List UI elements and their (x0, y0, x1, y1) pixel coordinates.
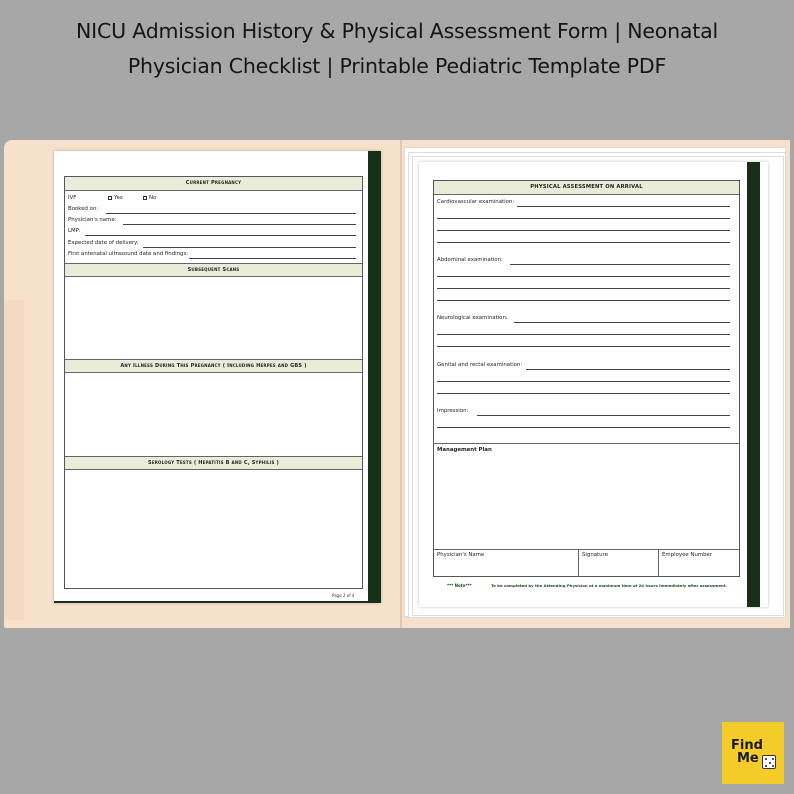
impression-field[interactable] (477, 415, 730, 416)
expected-delivery-label: Expected date of delivery: (68, 240, 139, 246)
left-paper (54, 151, 381, 603)
left-paper-green-bar (368, 151, 381, 603)
illness-box[interactable] (65, 373, 362, 455)
impression-label: Impression: (437, 408, 469, 414)
booked-on-label: Booked on: (68, 206, 99, 212)
ivf-label: IVF (68, 195, 77, 201)
yes-label: Yes (114, 195, 123, 201)
yes-checkbox[interactable] (108, 196, 112, 200)
folder-tab (4, 300, 24, 620)
abdominal-field[interactable] (510, 264, 730, 265)
logo-find-text: Find (731, 738, 763, 753)
signature-column: Signature (582, 552, 609, 558)
cardiovascular-line-3[interactable] (437, 230, 730, 231)
cardiovascular-line-4[interactable] (437, 242, 730, 243)
banner-title-line2: Physician Checklist | Printable Pediatric Template PDF (127, 54, 667, 78)
management-plan-label: Management Plan (437, 447, 492, 453)
current-pregnancy-header: Current Pregnancy (65, 177, 362, 191)
first-ultrasound-label: First antenatal ultrasound date and findings: (68, 251, 189, 257)
genital-field[interactable] (526, 369, 730, 370)
neurological-label: Neurological examination: (437, 315, 508, 321)
lmp-label: LMP: (68, 228, 81, 234)
left-paper-bottom-bar (54, 601, 381, 603)
signature-divider-1 (578, 549, 579, 577)
logo-dice-icon (762, 755, 776, 769)
banner-title-line1: NICU Admission History & Physical Assessment Form | Neonatal (76, 19, 718, 43)
physician-name-column: Physician's Name (437, 552, 485, 558)
cardiovascular-line-2[interactable] (437, 218, 730, 219)
abdominal-line-2[interactable] (437, 276, 730, 277)
genital-line-2[interactable] (437, 381, 730, 382)
genital-label: Genital and rectal examination: (437, 362, 523, 368)
no-checkbox[interactable] (143, 196, 147, 200)
physician-name-label: Physician's name: (68, 217, 117, 223)
abdominal-line-3[interactable] (437, 288, 730, 289)
signature-divider-2 (658, 549, 659, 577)
note-text: To be completed by the Attending Physician at a maximum time of 24 hours immediately after assessment. (491, 583, 728, 588)
physical-assessment-header: PHYSICAL ASSESSMENT ON ARRIVAL (434, 181, 739, 195)
banner-title (0, 14, 794, 84)
right-paper (419, 162, 768, 607)
note-label: *** Note*** (447, 583, 472, 588)
management-divider (434, 443, 739, 444)
cardiovascular-field[interactable] (517, 206, 730, 207)
abdominal-line-4[interactable] (437, 300, 730, 301)
findme-logo (722, 722, 784, 784)
illness-header: Any Illness During This Pregnancy ( Including Herpes and GBS ) (65, 359, 362, 373)
lmp-field[interactable] (85, 235, 356, 236)
employee-number-column: Employee Number (662, 552, 713, 558)
subsequent-scans-box[interactable] (65, 277, 362, 359)
abdominal-label: Abdominal examination: (437, 257, 503, 263)
physician-name-field[interactable] (123, 224, 356, 225)
neurological-line-2[interactable] (437, 334, 730, 335)
right-form (433, 180, 740, 577)
ivf-no-option[interactable] (143, 195, 156, 201)
page-number: Page 2 of 4 (332, 593, 355, 598)
neurological-field[interactable] (514, 322, 730, 323)
impression-line-2[interactable] (437, 427, 730, 428)
right-paper-green-bar (747, 162, 760, 607)
subsequent-scans-header: Subsequent Scans (65, 263, 362, 277)
serology-header: Serology Tests ( Hepatitis B and C, Syphilis ) (65, 456, 362, 470)
genital-line-3[interactable] (437, 393, 730, 394)
signature-table-top (434, 549, 739, 550)
cardiovascular-label: Cardiovascular examination: (437, 199, 515, 205)
serology-box[interactable] (65, 470, 362, 588)
booked-on-field[interactable] (106, 213, 356, 214)
expected-delivery-field[interactable] (143, 247, 356, 248)
ivf-yes-option[interactable] (108, 195, 123, 201)
left-form (64, 176, 363, 589)
first-ultrasound-field[interactable] (189, 258, 356, 259)
neurological-line-3[interactable] (437, 346, 730, 347)
no-label: No (149, 195, 157, 201)
management-plan-box[interactable] (434, 457, 739, 549)
logo-me-text: Me (737, 751, 759, 766)
